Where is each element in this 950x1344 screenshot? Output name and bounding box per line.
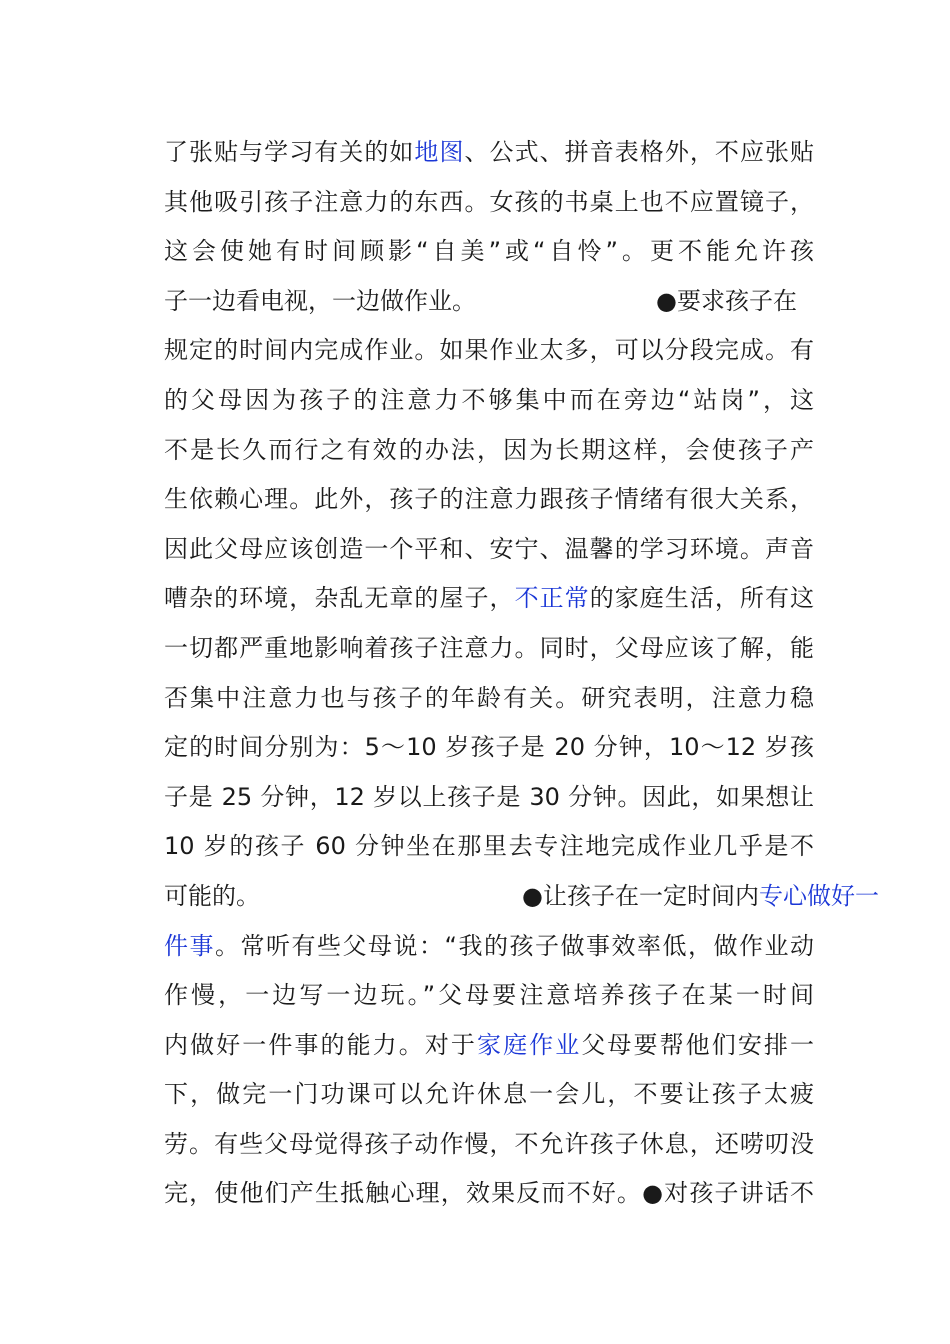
text-line: 其他吸引孩子注意力的东西。女孩的书桌上也不应置镜子，	[164, 187, 814, 216]
text-line: 规定的时间内完成作业。如果作业太多，可以分段完成。有	[164, 336, 814, 365]
body-paragraph	[164, 128, 879, 1219]
text-line: 不是长久而行之有效的办法，因为长期这样，会使孩子产	[164, 435, 814, 464]
link-abnormal[interactable]: 不正常	[514, 584, 590, 613]
text-line: 10 岁的孩子 60 分钟坐在那里去专注地完成作业几乎是不	[164, 832, 814, 861]
text-line: 完，使他们产生抵触心理，效果反而不好。●对孩子讲话不	[164, 1179, 814, 1208]
text-line: 子一边看电视，一边做作业。 ●要求孩子在	[164, 286, 797, 315]
link-focus-one-thing[interactable]: 专心做好一	[758, 881, 879, 910]
text-line: 这会使她有时间顾影“自美”或“自怜”。更不能允许孩	[164, 237, 814, 266]
text-line: 定的时间分别为：5～10 岁孩子是 20 分钟，10～12 岁孩	[164, 733, 814, 762]
text-line: 嘈杂的环境，杂乱无章的屋子，不正常的家庭生活，所有这	[164, 584, 815, 613]
text-line: 生依赖心理。此外，孩子的注意力跟孩子情绪有很大关系，	[164, 485, 814, 514]
link-homework[interactable]: 家庭作业	[477, 1030, 582, 1059]
text-line: 否集中注意力也与孩子的年龄有关。研究表明，注意力稳	[164, 683, 814, 712]
link-map[interactable]: 地图	[414, 138, 465, 166]
text-line: 劳。有些父母觉得孩子动作慢，不允许孩子休息，还唠叨没	[164, 1129, 814, 1158]
text-line: 因此父母应该创造一个平和、安宁、温馨的学习环境。声音	[164, 534, 814, 563]
text-line: 内做好一件事的能力。对于家庭作业父母要帮他们安排一	[164, 1030, 815, 1059]
bullet-heading: ●让孩子在一定时间内	[522, 881, 759, 910]
text-line: 件事。常听有些父母说：“我的孩子做事效率低，做作业动	[164, 931, 815, 960]
text-line: 的父母因为孩子的注意力不够集中而在旁边“站岗”，这	[164, 385, 814, 414]
text-line: 下，做完一门功课可以允许休息一会儿，不要让孩子太疲	[164, 1080, 814, 1109]
bullet-heading: ●要求孩子在	[656, 286, 797, 315]
text-line: 一切都严重地影响着孩子注意力。同时，父母应该了解，能	[164, 633, 814, 662]
text-line: 可能的。 ●让孩子在一定时间内专心做好一	[164, 881, 879, 910]
link-focus-one-thing-cont[interactable]: 件事	[164, 931, 216, 960]
text-line: 子是 25 分钟，12 岁以上孩子是 30 分钟。因此，如果想让	[164, 782, 814, 811]
text-line: 作慢，一边写一边玩。”父母要注意培养孩子在某一时间	[164, 981, 814, 1010]
text-line: 了张贴与学习有关的如地图、公式、拼音表格外，不应张贴	[164, 138, 815, 166]
